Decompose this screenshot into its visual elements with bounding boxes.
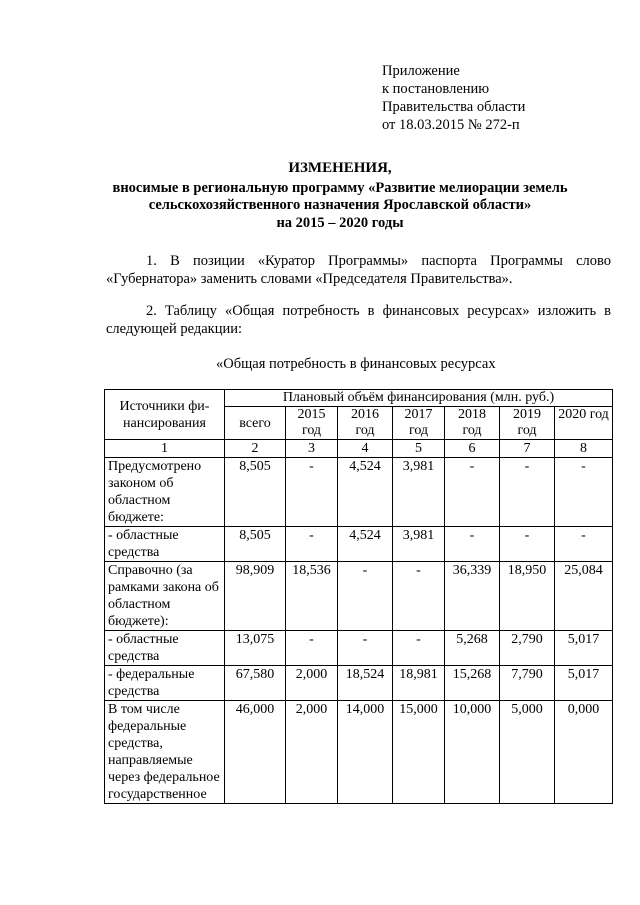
appendix-line: Правительства области [382, 99, 526, 115]
column-number: 7 [500, 440, 555, 458]
row-source: - областные средства [105, 527, 225, 562]
cell-value: - [338, 631, 393, 666]
year-header: 2016 год [338, 407, 393, 440]
appendix-note [382, 62, 525, 134]
column-number: 6 [445, 440, 500, 458]
cell-value: 4,524 [338, 527, 393, 562]
table-header-row [105, 390, 613, 407]
cell-value: 8,505 [225, 527, 286, 562]
cell-value: 15,268 [445, 666, 500, 701]
cell-value: - [286, 527, 338, 562]
column-number: 8 [555, 440, 613, 458]
column-number: 1 [105, 440, 225, 458]
document-heading [60, 160, 620, 232]
year-header: 2019 год [500, 407, 555, 440]
cell-value: 2,000 [286, 666, 338, 701]
cell-value: 5,268 [445, 631, 500, 666]
heading-line: на 2015 – 2020 годы [276, 214, 404, 231]
appendix-line: Приложение [382, 63, 460, 79]
cell-value: 4,524 [338, 458, 393, 527]
cell-value: 5,000 [500, 701, 555, 804]
heading-line: сельскохозяйственного назначения Ярославской области» [148, 197, 532, 213]
table-caption: «Общая потребность в финансовых ресурсах [216, 356, 496, 372]
source-header: Источники фи-нансирования [105, 390, 225, 440]
cell-value: - [500, 527, 555, 562]
row-source: Справочно (за рамками закона об областном бюджете): [105, 562, 225, 631]
year-header: 2018 год [445, 407, 500, 440]
cell-value: - [393, 631, 445, 666]
cell-value: - [445, 458, 500, 527]
cell-value: - [286, 458, 338, 527]
cell-value: 25,084 [555, 562, 613, 631]
row-source: В том числе федеральные средства, направляемые через федеральное государственное [105, 701, 225, 804]
row-source: - областные средства [105, 631, 225, 666]
cell-value: - [393, 562, 445, 631]
cell-value: 2,790 [500, 631, 555, 666]
cell-value: 13,075 [225, 631, 286, 666]
row-source: Предусмотрено законом об областном бюджете: [105, 458, 225, 527]
cell-value: 2,000 [286, 701, 338, 804]
table-row [105, 631, 613, 666]
paragraph-2: 2. Таблицу «Общая потребность в финансовых ресурсах» изложить в следующей редакции: [106, 303, 611, 337]
cell-value: 0,000 [555, 701, 613, 804]
cell-value: 3,981 [393, 458, 445, 527]
table-row [105, 666, 613, 701]
cell-value: 18,950 [500, 562, 555, 631]
cell-value: 5,017 [555, 631, 613, 666]
cell-value: 7,790 [500, 666, 555, 701]
cell-value: 10,000 [445, 701, 500, 804]
cell-value: 46,000 [225, 701, 286, 804]
year-header: 2017 год [393, 407, 445, 440]
table-row [105, 458, 613, 527]
table-row [105, 701, 613, 804]
row-source: - федеральные средства [105, 666, 225, 701]
plan-header: Плановый объём финансирования (млн. руб.) [225, 390, 613, 407]
cell-value: - [555, 527, 613, 562]
cell-value: 18,981 [393, 666, 445, 701]
cell-value: - [555, 458, 613, 527]
column-number: 4 [338, 440, 393, 458]
column-number: 3 [286, 440, 338, 458]
heading-line: вносимые в региональную программу «Развитие мелиорации земель [112, 179, 568, 196]
cell-value: 67,580 [225, 666, 286, 701]
table-row [105, 527, 613, 562]
column-number: 2 [225, 440, 286, 458]
cell-value: 18,536 [286, 562, 338, 631]
column-number: 5 [393, 440, 445, 458]
paragraph-1: 1. В позиции «Куратор Программы» паспорта Программы слово «Губернатора» заменить словами «Председателя Правительства». [106, 253, 611, 287]
document-title: ИЗМЕНЕНИЯ, [288, 160, 392, 176]
cell-value: - [338, 562, 393, 631]
cell-value: 14,000 [338, 701, 393, 804]
cell-value: 3,981 [393, 527, 445, 562]
cell-value: 5,017 [555, 666, 613, 701]
financing-table [104, 389, 613, 804]
appendix-line: к постановлению [382, 81, 490, 97]
cell-value: - [445, 527, 500, 562]
column-numbers-row [105, 440, 613, 458]
table-row [105, 562, 613, 631]
appendix-line: от 18.03.2015 № 272-п [382, 117, 520, 133]
year-header: 2015 год [286, 407, 338, 440]
cell-value: 18,524 [338, 666, 393, 701]
cell-value: 8,505 [225, 458, 286, 527]
cell-value: 36,339 [445, 562, 500, 631]
cell-value: - [500, 458, 555, 527]
total-header: всего [225, 407, 286, 440]
cell-value: 15,000 [393, 701, 445, 804]
cell-value: - [286, 631, 338, 666]
cell-value: 98,909 [225, 562, 286, 631]
year-header: 2020 год [555, 407, 613, 440]
